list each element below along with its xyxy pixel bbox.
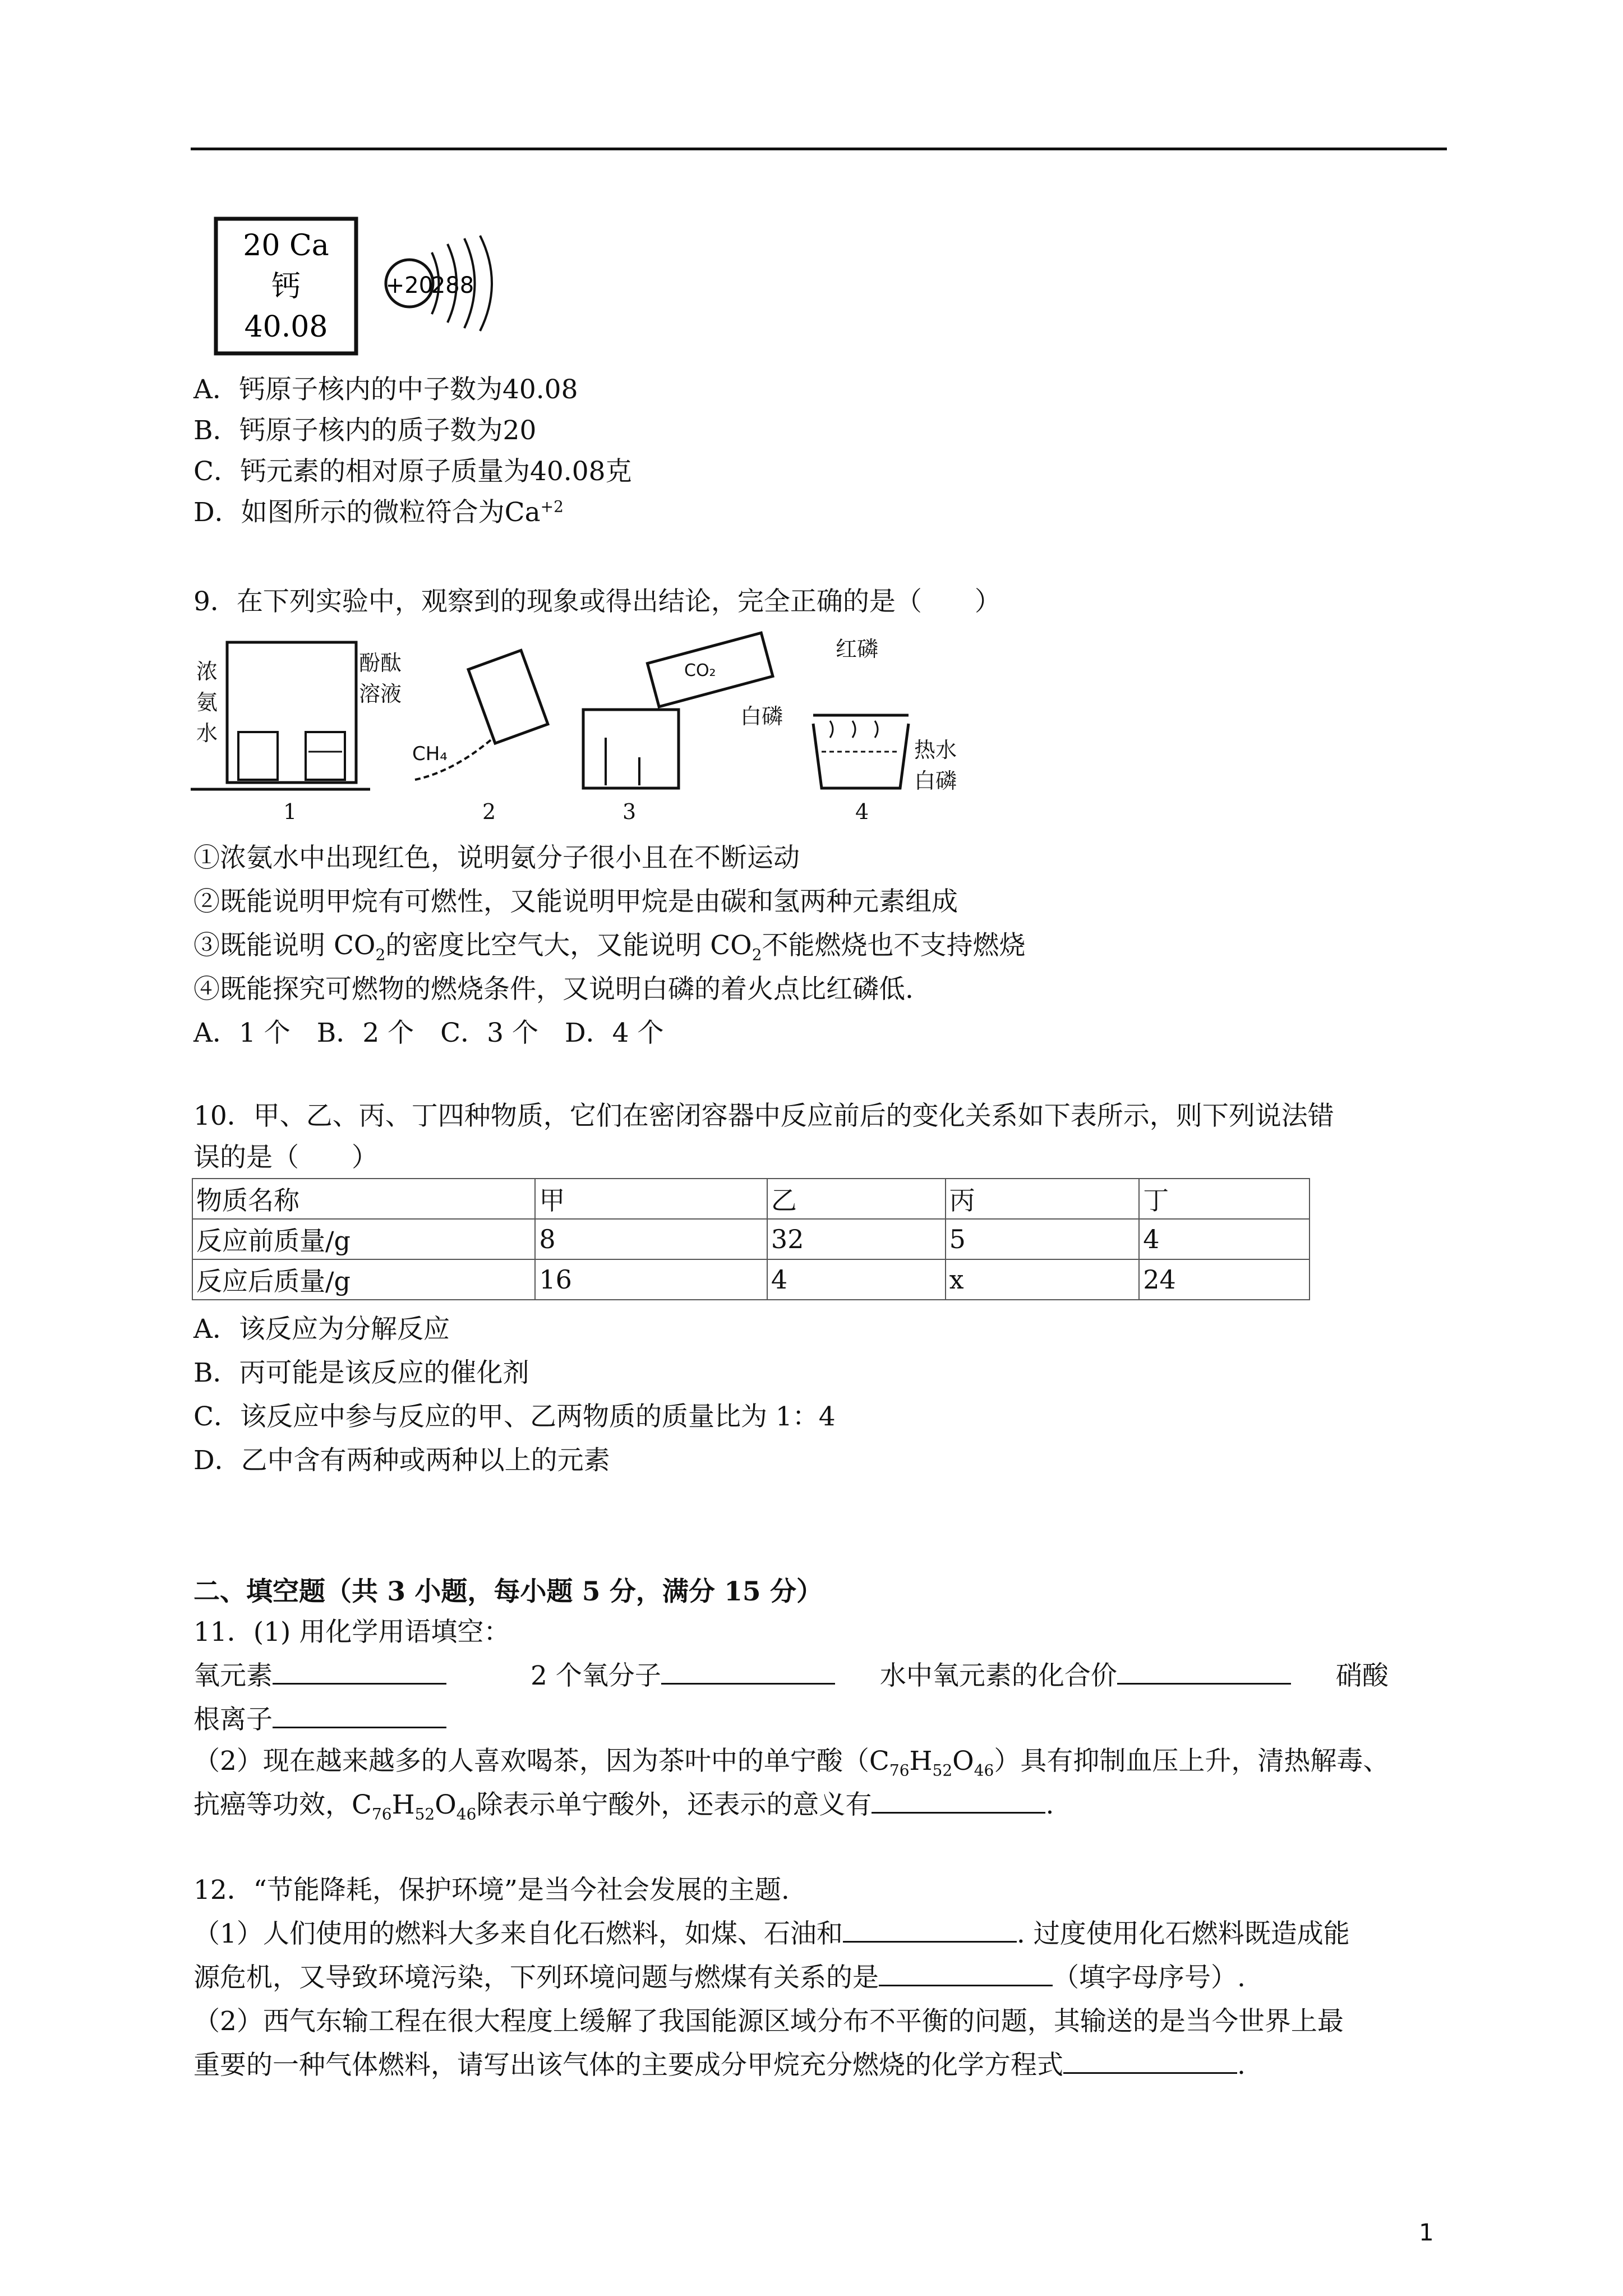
q8-option-d: D．如图所示的微粒符合为$Ca^{+2}$ <box>193 497 564 528</box>
table-cell: 物质名称 <box>192 1179 535 1219</box>
q9-statement-3: ③既能说明 $CO_2$的密度比空气大，又能说明 $CO_2$不能燃烧也不支持燃烧 <box>193 930 1026 964</box>
table-cell: 5 <box>946 1219 1140 1259</box>
header-rule <box>191 148 1447 150</box>
q10-mass-table <box>192 1178 1310 1300</box>
q11-fill-line-2: 根离子 <box>193 1703 446 1737</box>
fig-label-shui: 水 <box>196 721 218 746</box>
fig-label-an: 氨 <box>196 690 218 715</box>
table-cell: x <box>946 1259 1140 1300</box>
table-cell: 4 <box>1139 1219 1310 1259</box>
answer-blank-env-problem[interactable] <box>879 1962 1053 1986</box>
q9-experiment-figure <box>191 625 987 827</box>
table-row <box>192 1259 1310 1300</box>
table-cell: 32 <box>767 1219 946 1259</box>
q11-intro: 11．(1) 用化学用语填空： <box>193 1617 510 1648</box>
fig-label-ch4: CH₄ <box>412 743 448 765</box>
table-cell: 甲 <box>535 1179 767 1219</box>
q10-option-c: C．该反应中参与反应的甲、乙两物质的质量比为 1：4 <box>193 1401 836 1432</box>
table-cell: 反应前质量/g <box>192 1219 535 1259</box>
section-2-title: 二、填空题（共 3 小题，每小题 5 分，满分 15 分） <box>193 1576 823 1607</box>
answer-blank-equation[interactable] <box>1063 2050 1237 2074</box>
q8-option-c: C．钙元素的相对原子质量为40.08克 <box>193 456 632 487</box>
table-cell: 丁 <box>1139 1179 1310 1219</box>
table-cell: 丙 <box>946 1179 1140 1219</box>
q12-part2-line2: 重要的一种气体燃料，请写出该气体的主要成分甲烷充分燃烧的化学方程式 . <box>193 2050 1246 2081</box>
fig-label-red-p: 红磷 <box>836 637 879 661</box>
answer-blank-oxygen-element[interactable] <box>273 1660 446 1685</box>
answer-blank-nitrate-ion[interactable] <box>273 1704 446 1728</box>
q10-option-d: D．乙中含有两种或两种以上的元素 <box>193 1445 610 1476</box>
q12-part2-line1: （2）西气东输工程在很大程度上缓解了我国能源区域分布不平衡的问题，其输送的是当今世界上最 <box>193 2006 1344 2037</box>
fig-number-3: 3 <box>623 799 637 824</box>
table-cell: 8 <box>535 1219 767 1259</box>
atom-shell-electrons: 288 <box>431 273 474 298</box>
table-cell: 4 <box>767 1259 946 1300</box>
answer-blank-oxygen-molecules[interactable] <box>661 1660 835 1685</box>
table-cell: 乙 <box>767 1179 946 1219</box>
q12-part1-line1: （1）人们使用的燃料大多来自化石燃料，如煤、石油和 . 过度使用化石燃料既造成能 <box>193 1918 1350 1949</box>
answer-blank-valence[interactable] <box>1117 1660 1291 1685</box>
fig-number-2: 2 <box>482 799 496 824</box>
table-row <box>192 1219 1310 1259</box>
fig-label-white-p-top: 白磷 <box>740 704 783 729</box>
q9-statement-2: ②既能说明甲烷有可燃性，又能说明甲烷是由碳和氢两种元素组成 <box>193 886 958 917</box>
table-cell: 16 <box>535 1259 767 1300</box>
q9-statement-4: ④既能探究可燃物的燃烧条件，又说明白磷的着火点比红磷低. <box>193 974 914 1005</box>
table-row <box>192 1179 1310 1219</box>
q11-part2-line2: 抗癌等功效，$C_{76}H_{52}O_{46}$除表示单宁酸外，还表示的意义有 . <box>193 1789 1054 1824</box>
q12-stem: 12．“节能降耗，保护环境”是当今社会发展的主题. <box>193 1875 790 1906</box>
fig-label-co2: CO₂ <box>684 661 716 680</box>
q10-stem-line2: 误的是（ ） <box>193 1142 378 1173</box>
q11-fill-line: 氧元素 2 个氧分子 水中氧元素的化合价 硝酸 <box>193 1660 1389 1691</box>
q12-part1-line2: 源危机，又导致环境污染，下列环境问题与燃煤有关系的是 （填字母序号）. <box>193 1962 1246 1993</box>
fig-label-white-p-bottom: 白磷 <box>914 769 957 793</box>
fig-label-hot-water: 热水 <box>914 738 957 762</box>
fig-number-4: 4 <box>855 799 869 824</box>
table-cell: 反应后质量/g <box>192 1259 535 1300</box>
q8-option-a: A．钙原子核内的中子数为40.08 <box>193 374 578 405</box>
table-cell: 24 <box>1139 1259 1310 1300</box>
atom-nucleus-label: +20 <box>385 273 434 298</box>
element-box-name: 钙 <box>271 270 301 303</box>
q10-option-b: B．丙可能是该反应的催化剂 <box>193 1358 529 1388</box>
q9-statement-1: ①浓氨水中出现红色，说明氨分子很小且在不断运动 <box>193 843 800 873</box>
q9-options: A．1 个 B．2 个 C．3 个 D．4 个 <box>193 1018 664 1048</box>
element-box-top: 20 Ca <box>243 229 329 263</box>
page-number: 1 <box>1419 2219 1434 2246</box>
answer-blank-formula-meaning[interactable] <box>872 1789 1045 1814</box>
q10-stem-line1: 10．甲、乙、丙、丁四种物质，它们在密闭容器中反应前后的变化关系如下表所示，则下列说法错 <box>193 1101 1334 1131</box>
fig-label-phenol: 酚酞 <box>359 651 402 675</box>
q8-option-b: B．钙原子核内的质子数为20 <box>193 415 537 446</box>
q11-part2-line1: （2）现在越来越多的人喜欢喝茶，因为茶叶中的单宁酸$(C_{76}H_{52}O_{46})$具有抑制血压上升，清热解毒、 <box>193 1746 1390 1780</box>
fig-label-solution: 溶液 <box>359 682 402 706</box>
element-box-mass: 40.08 <box>244 310 328 344</box>
calcium-element-figure <box>208 213 522 381</box>
fig-label-nong: 浓 <box>196 659 218 684</box>
fig-number-1: 1 <box>283 799 297 824</box>
answer-blank-fossil-fuel[interactable] <box>843 1918 1017 1943</box>
q9-stem: 9．在下列实验中，观察到的现象或得出结论，完全正确的是（ ） <box>193 586 1001 617</box>
q10-option-a: A．该反应为分解反应 <box>193 1314 450 1345</box>
